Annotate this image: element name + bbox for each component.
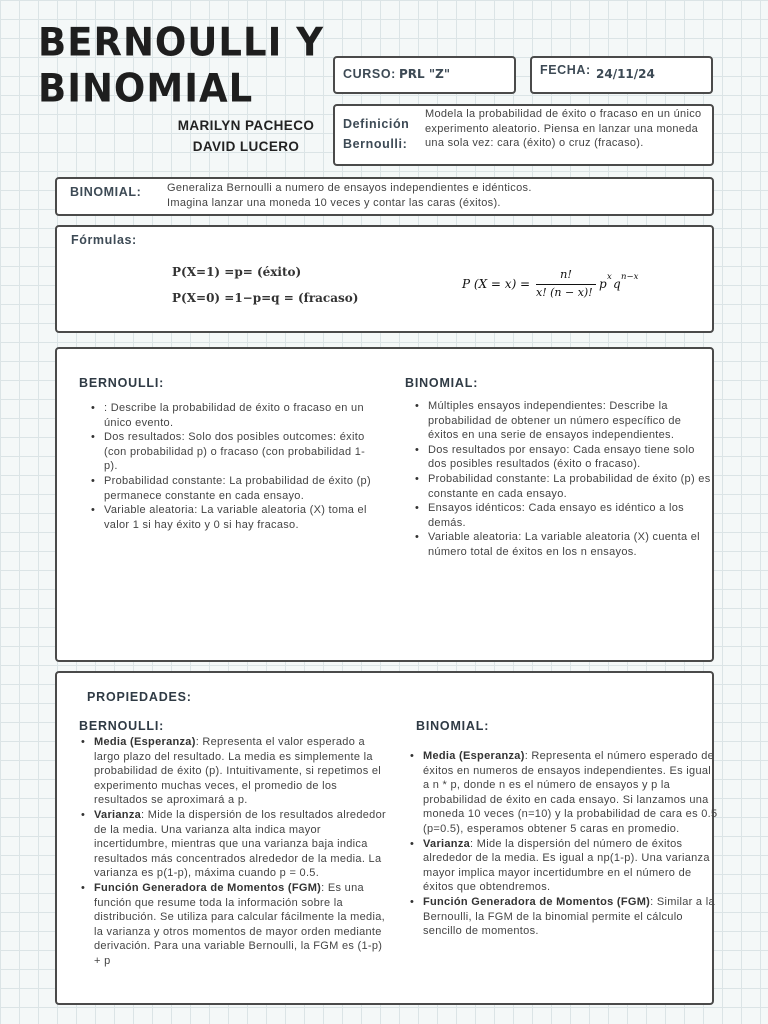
binomial-formula <box>462 267 662 307</box>
list-item: • Múltiples ensayos independientes: Describe la probabilidad de obtener un número específico de éxitos en una serie de ensayos independientes. <box>428 399 713 443</box>
list-item <box>94 881 389 969</box>
binomial-formula-denominator: x! (n − x)! <box>536 286 593 299</box>
property-term: Varianza <box>94 808 142 821</box>
binomial-definition-label: BINOMIAL: <box>70 185 142 199</box>
binomial-formula-q: q <box>613 277 621 291</box>
list-item: • : Describe la probabilidad de éxito o fracaso en un único evento. <box>104 401 374 430</box>
binomial-definition-line: Imagina lanzar una moneda 10 veces y contar las caras (éxitos). <box>167 196 501 209</box>
binomial-formula-lhs: P (X = x) = <box>462 277 531 291</box>
property-term: Función Generadora de Momentos (FGM) <box>94 881 322 894</box>
property-description: : Es una función que resume toda la información sobre la distribución. Se utiliza para calcular fácilmente la media, la varianza y otros momentos de mayor orden mediante derivación. Para una variable Bernoulli, la FGM es (1-p) + p <box>94 881 385 967</box>
propiedades-bernoulli-list <box>80 735 389 969</box>
propiedades-binomial-title: BINOMIAL: <box>416 719 490 733</box>
definicion-label <box>343 114 409 154</box>
binomial-definition-text <box>167 181 707 210</box>
title-line-1: BERNOULLI Y <box>38 19 325 65</box>
list-item: • Probabilidad constante: La probabilidad de éxito (p) permanece constante en cada ensayo. <box>104 474 374 503</box>
list-item <box>94 735 389 808</box>
comparison-bernoulli-title: BERNOULLI: <box>79 376 165 390</box>
fraction-bar <box>536 284 596 285</box>
title-line-2: BINOMIAL <box>38 66 254 112</box>
definicion-label-line: Bernoulli: <box>343 137 408 151</box>
binomial-definition-box <box>55 177 714 216</box>
binomial-definition-line: Generaliza Bernoulli a numero de ensayos independientes e idénticos. <box>167 182 532 194</box>
definicion-label-line: Definición <box>343 117 410 131</box>
page-title <box>38 20 324 112</box>
property-description: : Representa el valor esperado a largo plazo del resultado. La media es simplemente la probabilidad de éxito (p). Intuitivamente, si repetimos el experimento muchas veces, el promedio de los resultados se aproximará a p. <box>94 736 382 807</box>
comparison-box <box>55 347 714 662</box>
curso-box <box>333 56 516 94</box>
list-item: • Variable aleatoria: La variable aleatoria (X) cuenta el número total de éxitos en los n ensayos. <box>428 530 713 559</box>
definicion-text: Modela la probabilidad de éxito o fracaso en un único experimento aleatorio. Piensa en lanzar una moneda una sola vez: cara (éxito) o cruz (fracaso). <box>425 108 702 149</box>
property-description: : Representa el número esperado de éxitos en numeros de ensayos independientes. Es igual a n * p, donde n es el número de ensayos y p la probabilidad de éxito en cada ensayo. Si lanzamos una moneda 10 veces (n=10) y la probabilidad de cara es 0.5 (p=0.5), esperamos obtener 5 caras en promedio. <box>423 750 718 835</box>
author-name: MARILYN PACHECO <box>177 118 315 133</box>
list-item: • Variable aleatoria: La variable aleatoria (X) toma el valor 1 si hay éxito y 0 si hay fracaso. <box>104 503 374 532</box>
list-item <box>423 837 719 895</box>
list-item: • Probabilidad constante: La probabilidad de éxito (p) es constante en cada ensayo. <box>428 472 713 501</box>
propiedades-binomial-list <box>409 749 719 939</box>
property-term: Media (Esperanza) <box>423 750 525 762</box>
property-description: : Mide la dispersión del número de éxitos alrededor de la media. Es igual a np(1-p). Una varianza mayor implica mayor incertidumbre en el número de éxitos que obtendremos. <box>423 837 710 894</box>
author-name: DAVID LUCERO <box>192 139 300 154</box>
bernoulli-formula-success: P(X=1) =p= (éxito) <box>172 265 302 279</box>
propiedades-bernoulli-title: BERNOULLI: <box>79 719 165 733</box>
list-item: • Dos resultados por ensayo: Cada ensayo tiene solo dos posibles resultados (éxito o fracaso). <box>428 443 713 472</box>
binomial-formula-p: p <box>599 277 607 291</box>
comparison-binomial-title: BINOMIAL: <box>405 376 479 390</box>
list-item <box>423 749 719 837</box>
list-item <box>423 895 719 939</box>
list-item: • Dos resultados: Solo dos posibles outcomes: éxito (con probabilidad p) o fracaso (con probabilidad 1-p). <box>104 430 374 474</box>
comparison-bernoulli-list <box>90 401 374 532</box>
property-term: Función Generadora de Momentos (FGM) <box>423 895 651 908</box>
propiedades-box <box>55 671 718 1005</box>
curso-value: PRL "Z" <box>399 67 451 81</box>
list-item <box>94 808 389 881</box>
property-description: : Similar a la Bernoulli, la FGM de la binomial permite el cálculo sencillo de momentos. <box>423 895 715 938</box>
binomial-formula-x-exp: x <box>607 272 612 282</box>
bernoulli-formula-failure: P(X=0) =1−p=q = (fracaso) <box>172 291 359 305</box>
propiedades-title: PROPIEDADES: <box>87 690 192 704</box>
fecha-value: 24/11/24 <box>596 67 655 81</box>
binomial-formula-nx-exp: n−x <box>621 272 639 282</box>
curso-label: CURSO: <box>343 67 396 81</box>
list-item: • Ensayos idénticos: Cada ensayo es idéntico a los demás. <box>428 501 713 530</box>
comparison-binomial-list <box>414 399 713 560</box>
authors <box>160 115 332 157</box>
definicion-box <box>333 104 714 166</box>
formulas-box <box>55 225 714 333</box>
fecha-label: FECHA: <box>540 63 591 77</box>
property-term: Varianza <box>423 837 471 850</box>
fecha-box <box>530 56 713 94</box>
property-description: : Mide la dispersión de los resultados alrededor de la media. Una varianza alta indica mayor incertidumbre, mientras que una varianza baja indica resultados más concentrados alrededor de la media. La varianza es p(1-p), máxima cuando p = 0.5. <box>94 808 386 880</box>
formulas-label: Fórmulas: <box>71 233 137 247</box>
binomial-formula-numerator: n! <box>560 267 573 281</box>
property-term: Media (Esperanza) <box>94 736 196 748</box>
